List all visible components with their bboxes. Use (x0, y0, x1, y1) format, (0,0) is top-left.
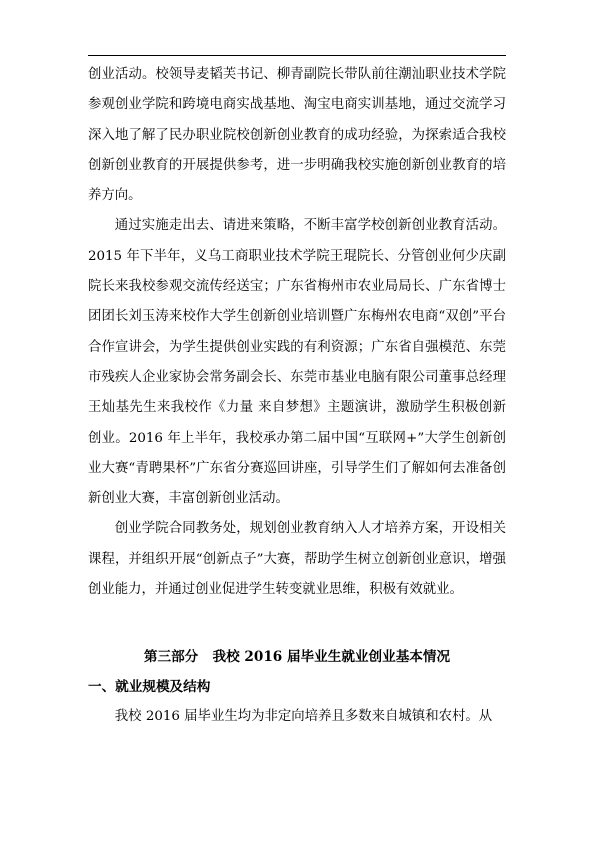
section-title: 第三部分 我校 2016 届毕业生就业创业基本情况 (143, 649, 451, 666)
paragraph-3: 创业学院合同教务处，规划创业教育纳入人才培养方案，开设相关课程，并组织开展“创新点子”大赛，帮助学生树立创新创业意识，增强创业能力，并通过创业促进学生转变就业思维，积极有效就业。 (88, 521, 506, 598)
page-body (88, 60, 506, 733)
sub-heading: 一、就业规模及结构 (88, 679, 211, 696)
header-rule (88, 55, 506, 56)
paragraph-2: 通过实施走出去、请进来策略，不断丰富学校创新创业教育活动。2015 年下半年，义乌工商职业技术学院王琨院长、分管创业何少庆副院长来我校参观交流传经送宝；广东省梅州市农业局局长、广东省博士团团长刘玉涛来校作大学生创新创业培训暨广东梅州农电商“双创”平台合作宣讲会，为学生提供创业实践的有利资源；广东省自强模范、东莞市残疾人企业家协会常务副会长、东莞市基业电脑有限公司董事总经理王灿基先生来我校作《力量 来自梦想》主题演讲，激励学生积极创新创业。2016 年上半年，我校承办第二届中国“互联网+”大学生创新创业大赛“青聘果杯”广东省分赛巡回讲座，引导学生们了解如何去准备创新创业大赛，丰富创新创业活动。 (88, 218, 506, 507)
paragraph-1: 创业活动。校领导麦韬芙书记、柳青副院长带队前往潮汕职业技术学院参观创业学院和跨境电商实战基地、淘宝电商实训基地，通过交流学习深入地了解了民办职业院校创新创业教育的成功经验，为探索适合我校创新创业教育的开展提供参考，进一步明确我校实施创新创业教育的培养方向。 (88, 67, 506, 204)
paragraph-4: 我校 2016 届毕业生均为非定向培养且多数来自城镇和农村。从 (114, 709, 493, 725)
